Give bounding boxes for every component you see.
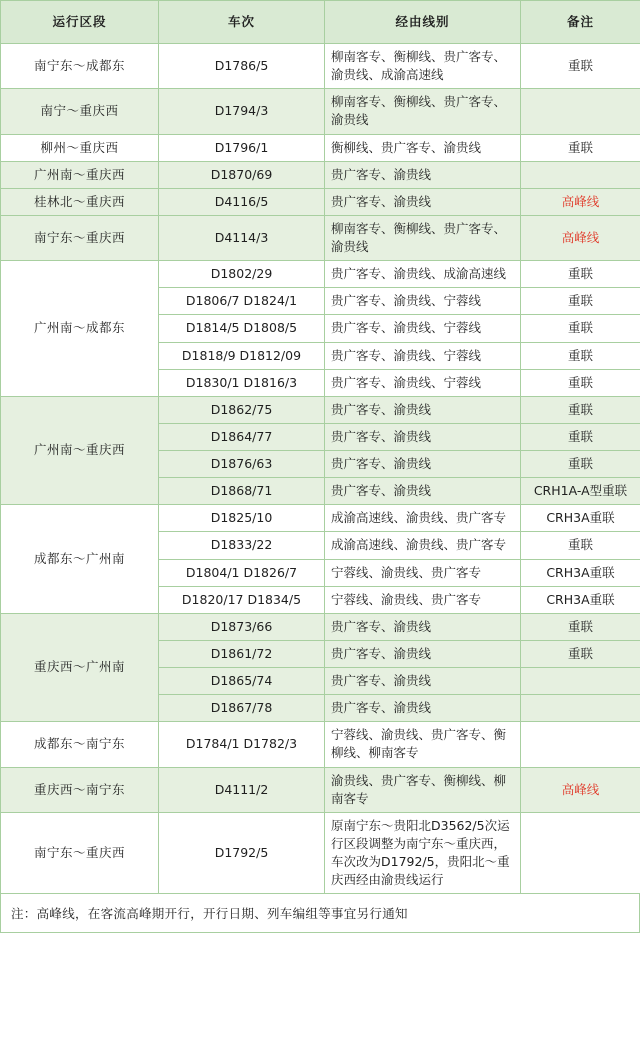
- cell-train-number: D1792/5: [159, 812, 325, 894]
- cell-route-line: 渝贵线、贵广客专、衡柳线、柳南客专: [325, 767, 521, 812]
- cell-train-number: D1814/5 D1808/5: [159, 315, 325, 342]
- cell-route-line: 贵广客专、渝贵线、宁蓉线: [325, 315, 521, 342]
- column-header-train-number: 车次: [159, 1, 325, 44]
- cell-train-number: D1825/10: [159, 505, 325, 532]
- cell-train-number: D1820/17 D1834/5: [159, 586, 325, 613]
- table-row: [1, 505, 640, 532]
- cell-segment: 南宁东～成都东: [1, 44, 159, 89]
- cell-route-line: 衡柳线、贵广客专、渝贵线: [325, 134, 521, 161]
- table-row: [1, 89, 640, 134]
- cell-route-line: 贵广客专、渝贵线: [325, 451, 521, 478]
- cell-train-number: D1861/72: [159, 640, 325, 667]
- cell-train-number: D1786/5: [159, 44, 325, 89]
- cell-train-number: D1870/69: [159, 161, 325, 188]
- cell-route-line: 宁蓉线、渝贵线、贵广客专: [325, 559, 521, 586]
- cell-remark: [521, 767, 640, 812]
- cell-segment: 重庆西～南宁东: [1, 767, 159, 812]
- table-row: [1, 613, 640, 640]
- cell-route-line: 贵广客专、渝贵线: [325, 613, 521, 640]
- cell-remark: 重联: [521, 423, 640, 450]
- cell-remark: [521, 188, 640, 215]
- cell-remark: [521, 215, 640, 260]
- cell-train-number: D1862/75: [159, 396, 325, 423]
- table-row: [1, 134, 640, 161]
- cell-remark: 重联: [521, 342, 640, 369]
- cell-segment: 南宁东～重庆西: [1, 812, 159, 894]
- cell-segment: 广州南～重庆西: [1, 396, 159, 505]
- cell-route-line: 贵广客专、渝贵线: [325, 640, 521, 667]
- cell-remark: 重联: [521, 315, 640, 342]
- cell-route-line: 成渝高速线、渝贵线、贵广客专: [325, 505, 521, 532]
- cell-remark: [521, 812, 640, 894]
- cell-train-number: D1804/1 D1826/7: [159, 559, 325, 586]
- cell-train-number: D4114/3: [159, 215, 325, 260]
- cell-remark: CRH3A重联: [521, 559, 640, 586]
- cell-train-number: D1818/9 D1812/09: [159, 342, 325, 369]
- cell-route-line: 贵广客专、渝贵线: [325, 188, 521, 215]
- cell-route-line: 原南宁东～贵阳北D3562/5次运行区段调整为南宁东～重庆西，车次改为D1792/5，贵阳北～重庆西经由渝贵线运行: [325, 812, 521, 894]
- cell-remark: 重联: [521, 44, 640, 89]
- cell-remark: [521, 695, 640, 722]
- cell-train-number: D1802/29: [159, 261, 325, 288]
- cell-train-number: D1864/77: [159, 423, 325, 450]
- cell-remark: 重联: [521, 613, 640, 640]
- cell-train-number: D1873/66: [159, 613, 325, 640]
- cell-route-line: 柳南客专、衡柳线、贵广客专、渝贵线、成渝高速线: [325, 44, 521, 89]
- cell-remark: 重联: [521, 451, 640, 478]
- cell-train-number: D1796/1: [159, 134, 325, 161]
- cell-train-number: D1876/63: [159, 451, 325, 478]
- cell-segment: 桂林北～重庆西: [1, 188, 159, 215]
- cell-remark: CRH3A重联: [521, 505, 640, 532]
- cell-segment: 成都东～广州南: [1, 505, 159, 614]
- header-row: [1, 1, 640, 44]
- column-header-remark: 备注: [521, 1, 640, 44]
- table-row: [1, 396, 640, 423]
- cell-remark: CRH1A-A型重联: [521, 478, 640, 505]
- cell-train-number: D4116/5: [159, 188, 325, 215]
- cell-segment: 成都东～南宁东: [1, 722, 159, 767]
- table-row: [1, 161, 640, 188]
- cell-route-line: 宁蓉线、渝贵线、贵广客专: [325, 586, 521, 613]
- cell-segment: 重庆西～广州南: [1, 613, 159, 722]
- cell-segment: 南宁～重庆西: [1, 89, 159, 134]
- cell-remark: 重联: [521, 396, 640, 423]
- table-row: [1, 188, 640, 215]
- footer-note: 注：高峰线，在客流高峰期开行，开行日期、列车编组等事宜另行通知: [0, 894, 640, 933]
- cell-train-number: D1868/71: [159, 478, 325, 505]
- cell-train-number: D1833/22: [159, 532, 325, 559]
- cell-train-number: D1794/3: [159, 89, 325, 134]
- cell-segment: 广州南～成都东: [1, 261, 159, 397]
- cell-train-number: D1806/7 D1824/1: [159, 288, 325, 315]
- table-row: [1, 767, 640, 812]
- cell-remark: [521, 722, 640, 767]
- cell-remark: 重联: [521, 261, 640, 288]
- cell-segment: 南宁东～重庆西: [1, 215, 159, 260]
- cell-route-line: 贵广客专、渝贵线、成渝高速线: [325, 261, 521, 288]
- peak-line-badge: 高峰线: [561, 229, 600, 245]
- table-body: [1, 44, 640, 894]
- cell-route-line: 贵广客专、渝贵线、宁蓉线: [325, 288, 521, 315]
- cell-route-line: 贵广客专、渝贵线、宁蓉线: [325, 369, 521, 396]
- cell-route-line: 贵广客专、渝贵线: [325, 668, 521, 695]
- cell-route-line: 贵广客专、渝贵线: [325, 396, 521, 423]
- cell-route-line: 贵广客专、渝贵线、宁蓉线: [325, 342, 521, 369]
- column-header-segment: 运行区段: [1, 1, 159, 44]
- cell-remark: [521, 161, 640, 188]
- cell-remark: [521, 89, 640, 134]
- cell-remark: 重联: [521, 640, 640, 667]
- cell-route-line: 柳南客专、衡柳线、贵广客专、渝贵线: [325, 215, 521, 260]
- cell-train-number: D1867/78: [159, 695, 325, 722]
- cell-remark: CRH3A重联: [521, 586, 640, 613]
- table-row: [1, 44, 640, 89]
- cell-train-number: D4111/2: [159, 767, 325, 812]
- cell-route-line: 贵广客专、渝贵线: [325, 161, 521, 188]
- cell-train-number: D1865/74: [159, 668, 325, 695]
- cell-route-line: 贵广客专、渝贵线: [325, 478, 521, 505]
- table-header: [1, 1, 640, 44]
- cell-remark: 重联: [521, 288, 640, 315]
- peak-line-badge: 高峰线: [561, 193, 600, 209]
- cell-route-line: 成渝高速线、渝贵线、贵广客专: [325, 532, 521, 559]
- table-row: [1, 215, 640, 260]
- peak-line-badge: 高峰线: [561, 781, 600, 797]
- cell-remark: 重联: [521, 134, 640, 161]
- cell-route-line: 宁蓉线、渝贵线、贵广客专、衡柳线、柳南客专: [325, 722, 521, 767]
- cell-route-line: 柳南客专、衡柳线、贵广客专、渝贵线: [325, 89, 521, 134]
- cell-segment: 柳州～重庆西: [1, 134, 159, 161]
- cell-remark: 重联: [521, 369, 640, 396]
- table-row: [1, 812, 640, 894]
- cell-route-line: 贵广客专、渝贵线: [325, 695, 521, 722]
- table-row: [1, 722, 640, 767]
- cell-train-number: D1830/1 D1816/3: [159, 369, 325, 396]
- cell-train-number: D1784/1 D1782/3: [159, 722, 325, 767]
- cell-route-line: 贵广客专、渝贵线: [325, 423, 521, 450]
- cell-remark: [521, 668, 640, 695]
- cell-segment: 广州南～重庆西: [1, 161, 159, 188]
- cell-remark: 重联: [521, 532, 640, 559]
- table-row: [1, 261, 640, 288]
- column-header-route-line: 经由线别: [325, 1, 521, 44]
